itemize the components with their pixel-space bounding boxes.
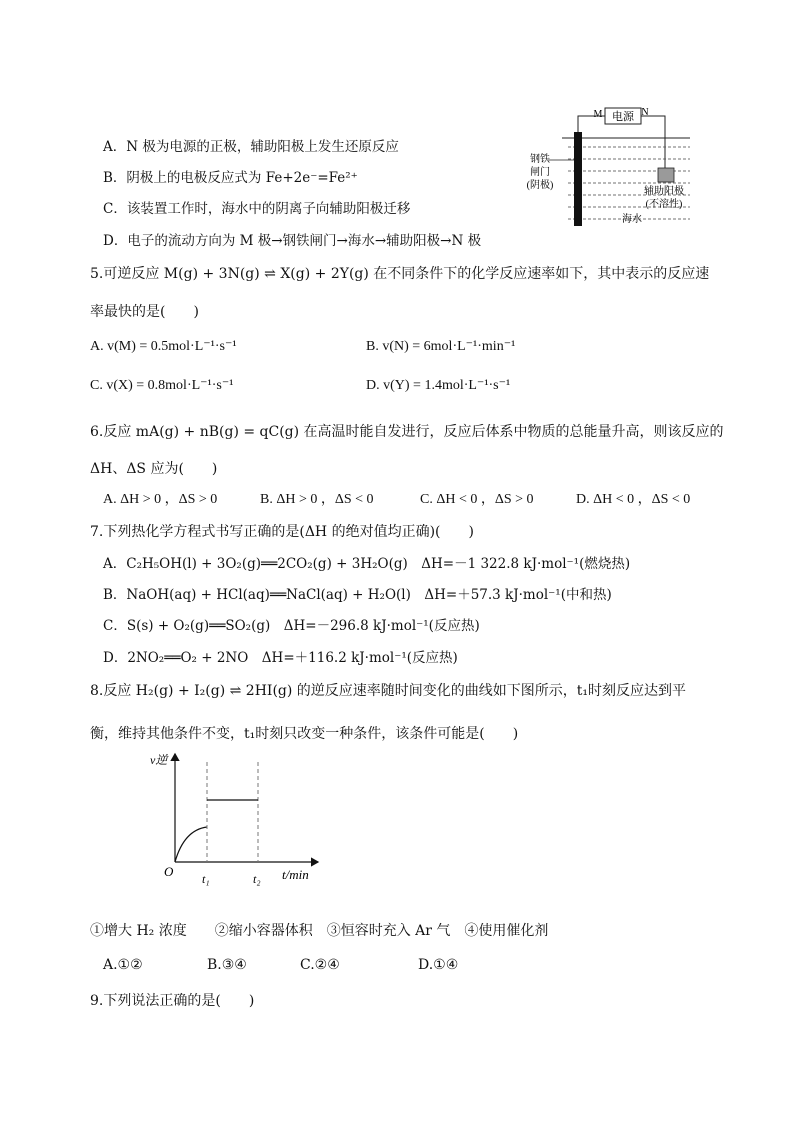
q8-conditions: ①增大 H₂ 浓度 ②缩小容器体积 ③恒容时充入 Ar 气 ④使用催化剂 (90, 923, 549, 939)
q8-option-c: C.②④ (300, 957, 340, 973)
power-source-label: 电源 (612, 111, 634, 123)
q5-option-d: D. v(Y) = 1.4mol·L⁻¹·s⁻¹ (366, 378, 511, 393)
q5-option-b: B. v(N) = 6mol·L⁻¹·min⁻¹ (366, 339, 516, 354)
origin-label: O (164, 864, 174, 879)
water-label: 海水 (622, 214, 642, 225)
q9-stem: 9.下列说法正确的是( ) (90, 993, 255, 1009)
q7-option-c: C．S(s) + O₂(g)══SO₂(g) ΔH=－296.8 kJ·mol⁻¹(反应热) (103, 618, 480, 634)
q8-stem-line-2: 衡，维持其他条件不变，t₁时刻只改变一种条件，该条件可能是( ) (90, 726, 519, 742)
n-pole-label: N (641, 107, 649, 118)
q7-option-d: D．2NO₂══O₂ + 2NO ΔH=＋116.2 kJ·mol⁻¹(反应热) (103, 650, 458, 666)
q5-stem-line-1: 5.可逆反应 M(g) + 3N(g) ⇌ X(g) + 2Y(g) 在不同条件下的化学反应速率如下，其中表示的反应速 (90, 266, 710, 282)
anode-label-1: 辅助阳极 (644, 186, 684, 197)
gate-label-1: 钢铁 (530, 154, 550, 165)
q8-option-d: D.①④ (418, 957, 459, 973)
gate-label-2: 闸门 (530, 167, 550, 178)
wire-n (641, 116, 665, 168)
q8-option-a: A.①② (103, 957, 143, 973)
q7-stem: 7.下列热化学方程式书写正确的是(ΔH 的绝对值均正确)( ) (90, 524, 474, 540)
q5-option-c: C. v(X) = 0.8mol·L⁻¹·s⁻¹ (90, 378, 234, 393)
gate-label-3: (阴极) (526, 180, 554, 191)
q5-stem-line-2: 率最快的是( ) (90, 304, 199, 320)
auxiliary-anode (658, 168, 674, 182)
q6-option-a: A. ΔH > 0 ，ΔS > 0 (103, 492, 218, 507)
x-axis-label: t/min (282, 867, 309, 882)
anode-label-2: (不溶性) (645, 199, 683, 210)
q7-option-b: B．NaOH(aq) + HCl(aq)══NaCl(aq) + H₂O(l) ΔH=＋57.3 kJ·mol⁻¹(中和热) (103, 587, 612, 603)
q4-option-b: B．阴极上的电极反应式为 Fe+2e⁻=Fe²⁺ (103, 170, 358, 186)
reverse-rate-graph (140, 750, 330, 890)
q6-option-b: B. ΔH > 0 ，ΔS < 0 (260, 492, 374, 507)
q6-option-d: D. ΔH < 0 ，ΔS < 0 (576, 492, 691, 507)
electrolysis-diagram (520, 100, 695, 235)
q5-option-a: A. v(M) = 0.5mol·L⁻¹·s⁻¹ (90, 339, 237, 354)
m-pole-label: M (593, 109, 603, 120)
q4-option-a: A．N 极为电源的正极，辅助阳极上发生还原反应 (103, 139, 399, 155)
q8-stem-line-1: 8.反应 H₂(g) + I₂(g) ⇌ 2HI(g) 的逆反应速率随时间变化的曲线如下图所示，t₁时刻反应达到平 (90, 683, 687, 699)
q4-option-c: C．该装置工作时，海水中的阴离子向辅助阳极迁移 (103, 201, 411, 217)
q6-stem-line-2: ΔH、ΔS 应为( ) (90, 461, 218, 477)
rate-curve-before-t1 (175, 827, 207, 862)
q8-option-b: B.③④ (207, 957, 247, 973)
q6-stem-line-1: 6.反应 mA(g) + nB(g) = qC(g) 在高温时能自发进行，反应后体系中物质的总能量升高，则该反应的 (90, 424, 724, 440)
q6-option-c: C. ΔH < 0 ，ΔS > 0 (420, 492, 534, 507)
t1-label: t₁ (202, 872, 210, 886)
q7-option-a: A．C₂H₅OH(l) + 3O₂(g)══2CO₂(g) + 3H₂O(g) ΔH=－1 322.8 kJ·mol⁻¹(燃烧热) (103, 556, 631, 572)
q4-option-d: D．电子的流动方向为 M 极→钢铁闸门→海水→辅助阳极→N 极 (103, 233, 482, 249)
y-axis-label: v逆 (150, 753, 168, 767)
t2-label: t₂ (253, 872, 261, 886)
steel-gate-cathode (574, 132, 582, 226)
